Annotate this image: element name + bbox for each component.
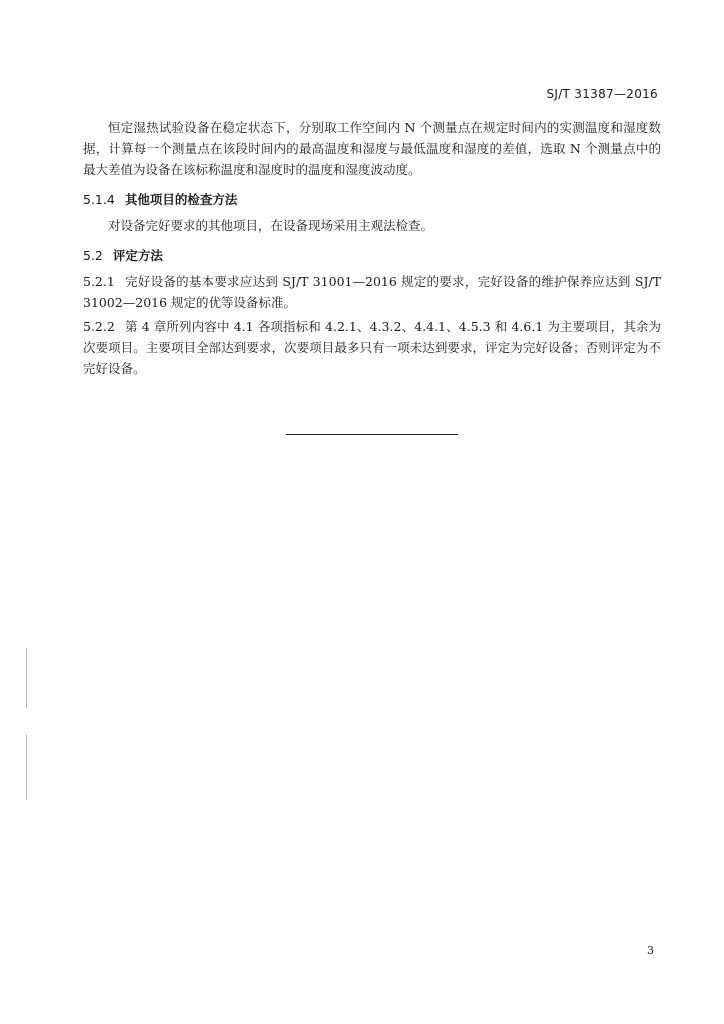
document-body: [83, 117, 661, 379]
page-number: 3: [647, 944, 654, 957]
paragraph-other-items: 对设备完好要求的其他项目，在设备现场采用主观法检查。: [108, 218, 434, 233]
section-heading-5-1-4: [83, 189, 661, 210]
end-of-document-rule: [286, 434, 458, 435]
scan-edge-mark: [26, 648, 27, 708]
section-title: 评定方法: [112, 248, 163, 263]
clause-text: 第 4 章所列内容中 4.1 各项指标和 4.2.1、4.3.2、4.4.1、4.5.3 和 4.6.1 为主要项目，其余为次要项目。主要项目全部达到要求，次要项目最多只有一项未达到要求，评定为完好设备；否则评定为不完好设备。: [83, 319, 661, 376]
clause-text: 完好设备的基本要求应达到 SJ/T 31001—2016 规定的要求，完好设备的维护保养应达到 SJ/T 31002—2016 规定的优等设备标准。: [83, 274, 661, 310]
section-number: 5.2: [83, 248, 103, 263]
section-title: 其他项目的检查方法: [124, 192, 238, 207]
paragraph-fluctuation: 恒定湿热试验设备在稳定状态下，分别取工作空间内 N 个测量点在规定时间内的实测温度和湿度数据，计算每一个测量点在该段时间内的最高温度和湿度与最低温度和湿度的差值，选取 N 个测量点中的最大差值为设备在该标称温度和湿度时的温度和湿度波动度。: [83, 120, 661, 177]
clause-number: 5.2.1: [83, 274, 115, 289]
clause-5-2-1: [83, 271, 661, 313]
section-heading-5-2: [83, 245, 661, 266]
clause-number: 5.2.2: [83, 319, 115, 334]
standard-code: SJ/T 31387—2016: [546, 87, 658, 101]
scan-edge-mark: [26, 735, 27, 800]
section-number: 5.1.4: [83, 192, 115, 207]
clause-5-2-2: [83, 316, 661, 379]
